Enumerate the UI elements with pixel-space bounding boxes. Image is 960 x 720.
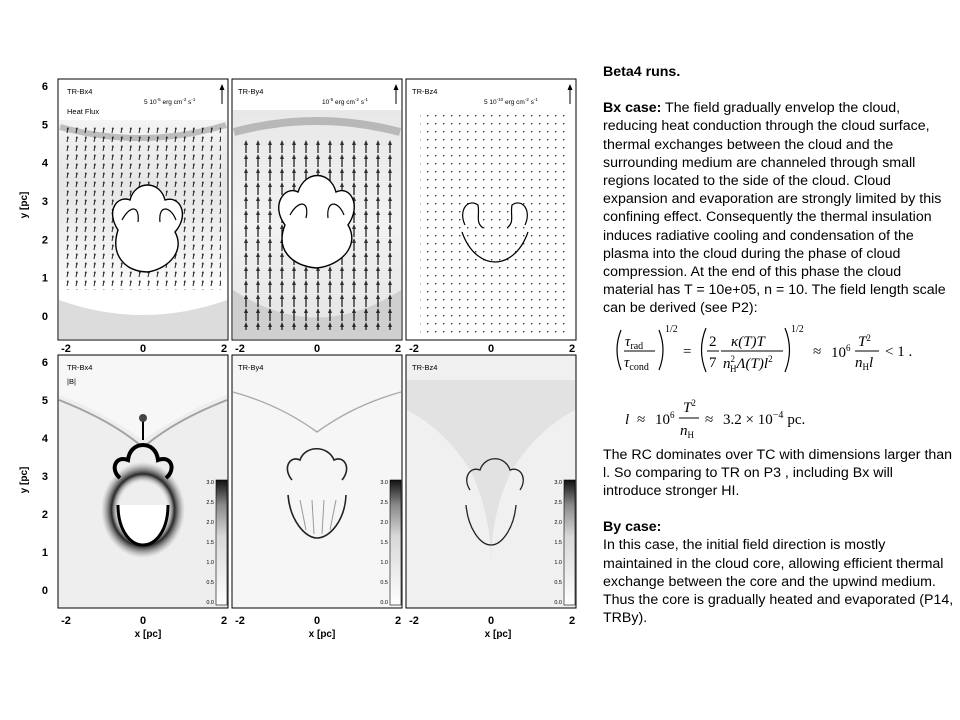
panel-bfield-bz (406, 355, 576, 608)
svg-text:≈: ≈ (637, 411, 646, 428)
bx-body: The field gradually envelop the cloud, reducing heat conduction through the cloud surface, thermal exchanges between the cloud and the surrounding medium are channeled through small regions located to the side of the cloud. Cloud expansion and evaporation are strongly limited by this confining effect. Consequently the thermal insulation induces radiative cooling and condensation of the plasma into the cloud during the phase of cloud compression. At the end of this phase the cloud material has T = 10e+05, n = 10. The field length scale can be derived (see P2): (603, 100, 946, 317)
panel2-label: TR-By4 (238, 87, 264, 96)
colorbar-tick-label: 3.0 (380, 480, 388, 486)
y-tick-label: 2 (41, 234, 48, 247)
x-tick-label: 0 (139, 615, 147, 627)
svg-text:=: = (683, 343, 692, 360)
svg-text:2: 2 (709, 333, 717, 350)
y-tick-label: 4 (41, 433, 48, 445)
svg-text:T2: $T^2$ (858, 332, 871, 350)
x-axis-label-1: x [pc] (134, 629, 162, 640)
svg-text:T2: $T^2$ (683, 397, 696, 416)
y-tick-label: 3 (41, 196, 48, 208)
y-tick-label: 1 (41, 272, 48, 285)
svg-text:nHl: $n_Hl$ (855, 354, 874, 372)
x-tick-label: 0 (313, 343, 321, 355)
svg-text:7: 7 (709, 354, 717, 371)
x-axis-label-2: x [pc] (308, 629, 336, 640)
x-tick-label: -2 (409, 615, 419, 627)
colorbar-tick-label: 0.5 (380, 580, 388, 586)
x-tick-label: 0 (313, 615, 321, 627)
y-axis-label-bottom: y [pc] (19, 466, 30, 494)
svg-text:n2HΛ(T)l2: $n^2$ $H\Lambda(T)l^2$ (723, 353, 773, 374)
y-tick-label: 2 (41, 509, 48, 521)
bx-paragraph (603, 99, 955, 317)
x-tick-label: -2 (235, 615, 245, 627)
svg-text:< 1 .: < 1 . (885, 343, 913, 360)
svg-text:τcond: $\tau_{cond}$ (624, 354, 649, 373)
x-tick-label: -2 (235, 343, 245, 355)
y-tick-label: 4 (41, 157, 48, 170)
colorbar-tick-label: 1.0 (554, 560, 562, 566)
svg-text:10-5 erg cm-2 s-1: $10^{-5}$ erg $cm^{-2}$ $s^{-1}$ (322, 97, 369, 106)
by-body: In this case, the initial field direction is mostly maintained in the cloud core, allowing efficient thermal exchange between the core and the upwind medium. Thus the core is gradually heated and evaporated (P14, TRBy). (603, 537, 954, 627)
colorbar-tick-label: 3.0 (554, 480, 562, 486)
y-tick-label: 5 (41, 119, 48, 132)
colorbar-tick-label: 0.0 (206, 600, 214, 606)
svg-text:≈: ≈ (813, 343, 822, 360)
colorbar-tick-label: 2.0 (380, 520, 388, 526)
y-tick-label: 3 (41, 471, 48, 483)
x-tick-label: -2 (409, 343, 419, 355)
svg-text:3.2 × 10−4pc.: $3.2 \times 10^{-4}$ pc. (723, 409, 806, 428)
svg-text:l: l (625, 411, 630, 428)
colorbar-tick-label: 3.0 (206, 480, 214, 486)
x-tick-label: 0 (487, 343, 495, 355)
panel5-label: TR-By4 (238, 363, 264, 372)
panel-heatflux-bx (58, 79, 228, 340)
panel6-label: TR-Bz4 (412, 363, 438, 372)
colorbar-tick-label: 2.5 (554, 500, 562, 506)
x-tick-label: 2 (394, 615, 402, 627)
colorbar-tick-label: 1.0 (380, 560, 388, 566)
equation-timescale-ratio (617, 324, 912, 374)
bx-heading: Bx case: (603, 100, 662, 117)
svg-text:τrad: $\tau_{rad}$ (625, 333, 644, 352)
x-tick-label: 2 (220, 343, 228, 355)
x-tick-label: -2 (61, 615, 71, 627)
svg-text:1/2: 1/2 (791, 323, 804, 335)
x-tick-label: 2 (394, 343, 402, 355)
colorbar-tick-label: 1.5 (206, 540, 214, 546)
panel-heatflux-bz (406, 79, 576, 340)
svg-text:5 10-10 erg cm-2 s-1: 5 $10^{-10}$ erg $cm^{-2}$ $s^{-1}$ (484, 97, 538, 106)
y-tick-label: 0 (41, 585, 48, 597)
colorbar-tick-label: 1.5 (554, 540, 562, 546)
section-title: Beta4 runs. (603, 64, 681, 80)
y-tick-label: 1 (41, 547, 48, 559)
svg-text:≈: ≈ (705, 411, 714, 428)
y-tick-label: 0 (41, 311, 48, 323)
svg-text:1/2: 1/2 (665, 323, 678, 335)
y-tick-label: 5 (41, 395, 48, 407)
y-tick-label: 6 (41, 357, 48, 369)
colorbar-tick-label: 0.5 (206, 580, 214, 586)
colorbar-tick-label: 0.0 (554, 600, 562, 606)
colorbar-tick-label: 2.5 (380, 500, 388, 506)
rc-paragraph: The RC dominates over TC with dimensions larger than l. So comparing to TR on P3 , including Bx will introduce stronger HI. (603, 446, 953, 500)
colorbar-tick-label: 0.5 (554, 580, 562, 586)
y-tick-label: 6 (41, 81, 48, 93)
panel-bfield-by (232, 355, 402, 608)
svg-text:106: $10^6$ (831, 342, 851, 361)
panel1-sub: Heat Flux (67, 107, 100, 116)
svg-text:nH: $n_H$ (680, 422, 694, 440)
colorbar-tick-label: 0.0 (380, 600, 388, 606)
by-heading: By case: (603, 519, 662, 536)
colorbar-tick-label: 2.5 (206, 500, 214, 506)
panel1-label: TR-Bx4 (67, 87, 93, 96)
colorbar-tick-label: 2.0 (206, 520, 214, 526)
panel4-sub: |B| (67, 377, 76, 386)
colorbar-tick-label: 1.5 (380, 540, 388, 546)
svg-text:5 10-5 erg cm-2 s-1: 5 $10^{-5}$ erg $cm^{-2}$ $s^{-1}$ (144, 97, 196, 106)
equations (603, 318, 955, 446)
x-tick-label: 2 (568, 615, 576, 627)
x-tick-label: 2 (220, 615, 228, 627)
colorbar-tick-label: 2.0 (554, 520, 562, 526)
panel-heatflux-by (232, 79, 402, 340)
panel4-label: TR-Bx4 (67, 363, 93, 372)
y-axis-label-top: y [pc] (19, 191, 30, 219)
x-tick-label: 2 (568, 343, 576, 355)
svg-text:106: $10^6$ (655, 409, 675, 428)
panel3-label: TR-Bz4 (412, 87, 438, 96)
x-axis-label-3: x [pc] (484, 629, 512, 640)
equation-field-length (625, 398, 805, 440)
panel-bfield-bx (58, 355, 228, 608)
x-tick-label: -2 (61, 343, 71, 355)
x-tick-label: 0 (139, 343, 147, 355)
svg-text:κ(T)T: κ(T)T (731, 333, 765, 350)
colorbar-tick-label: 1.0 (206, 560, 214, 566)
x-tick-label: 0 (487, 615, 495, 627)
text-column (603, 63, 955, 627)
